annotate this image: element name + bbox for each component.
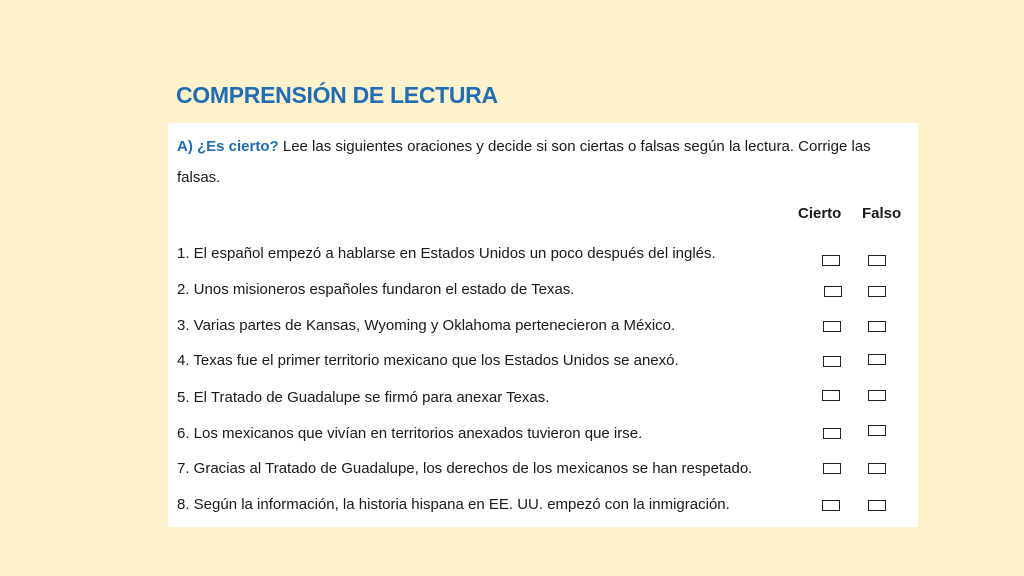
exercise-panel — [168, 123, 918, 527]
cierto-checkbox-1[interactable] — [822, 255, 840, 266]
falso-checkbox-6[interactable] — [868, 425, 886, 436]
statement-2: 2. Unos misioneros españoles fundaron el estado de Texas. — [177, 281, 575, 298]
falso-checkbox-5[interactable] — [868, 390, 886, 401]
statement-8: 8. Según la información, la historia hispana en EE. UU. empezó con la inmigración. — [177, 496, 730, 513]
falso-checkbox-1[interactable] — [868, 255, 886, 266]
statement-1: 1. El español empezó a hablarse en Estados Unidos un poco después del inglés. — [177, 245, 716, 262]
cierto-checkbox-3[interactable] — [823, 321, 841, 332]
falso-checkbox-3[interactable] — [868, 321, 886, 332]
statement-4: 4. Texas fue el primer territorio mexicano que los Estados Unidos se anexó. — [177, 352, 679, 369]
cierto-checkbox-7[interactable] — [823, 463, 841, 474]
cierto-checkbox-2[interactable] — [824, 286, 842, 297]
column-header-cierto: Cierto — [798, 205, 842, 222]
cierto-checkbox-5[interactable] — [822, 390, 840, 401]
falso-checkbox-8[interactable] — [868, 500, 886, 511]
statement-7: 7. Gracias al Tratado de Guadalupe, los derechos de los mexicanos se han respetado. — [177, 460, 753, 477]
column-header-falso: Falso — [862, 205, 902, 222]
statement-3: 3. Varias partes de Kansas, Wyoming y Oklahoma pertenecieron a México. — [177, 317, 676, 334]
instructions-text: Lee las siguientes oraciones y decide si son ciertas o falsas según la lectura. Corrige las falsas. — [177, 138, 871, 186]
statement-5: 5. El Tratado de Guadalupe se firmó para anexar Texas. — [177, 389, 550, 406]
instructions — [177, 131, 897, 193]
statement-6: 6. Los mexicanos que vivían en territorios anexados tuvieron que irse. — [177, 425, 643, 442]
cierto-checkbox-6[interactable] — [823, 428, 841, 439]
page-title: COMPRENSIÓN DE LECTURA — [176, 82, 498, 108]
falso-checkbox-4[interactable] — [868, 354, 886, 365]
cierto-checkbox-8[interactable] — [822, 500, 840, 511]
exercise-label: A) ¿Es cierto? — [177, 138, 279, 155]
cierto-checkbox-4[interactable] — [823, 356, 841, 367]
falso-checkbox-7[interactable] — [868, 463, 886, 474]
falso-checkbox-2[interactable] — [868, 286, 886, 297]
